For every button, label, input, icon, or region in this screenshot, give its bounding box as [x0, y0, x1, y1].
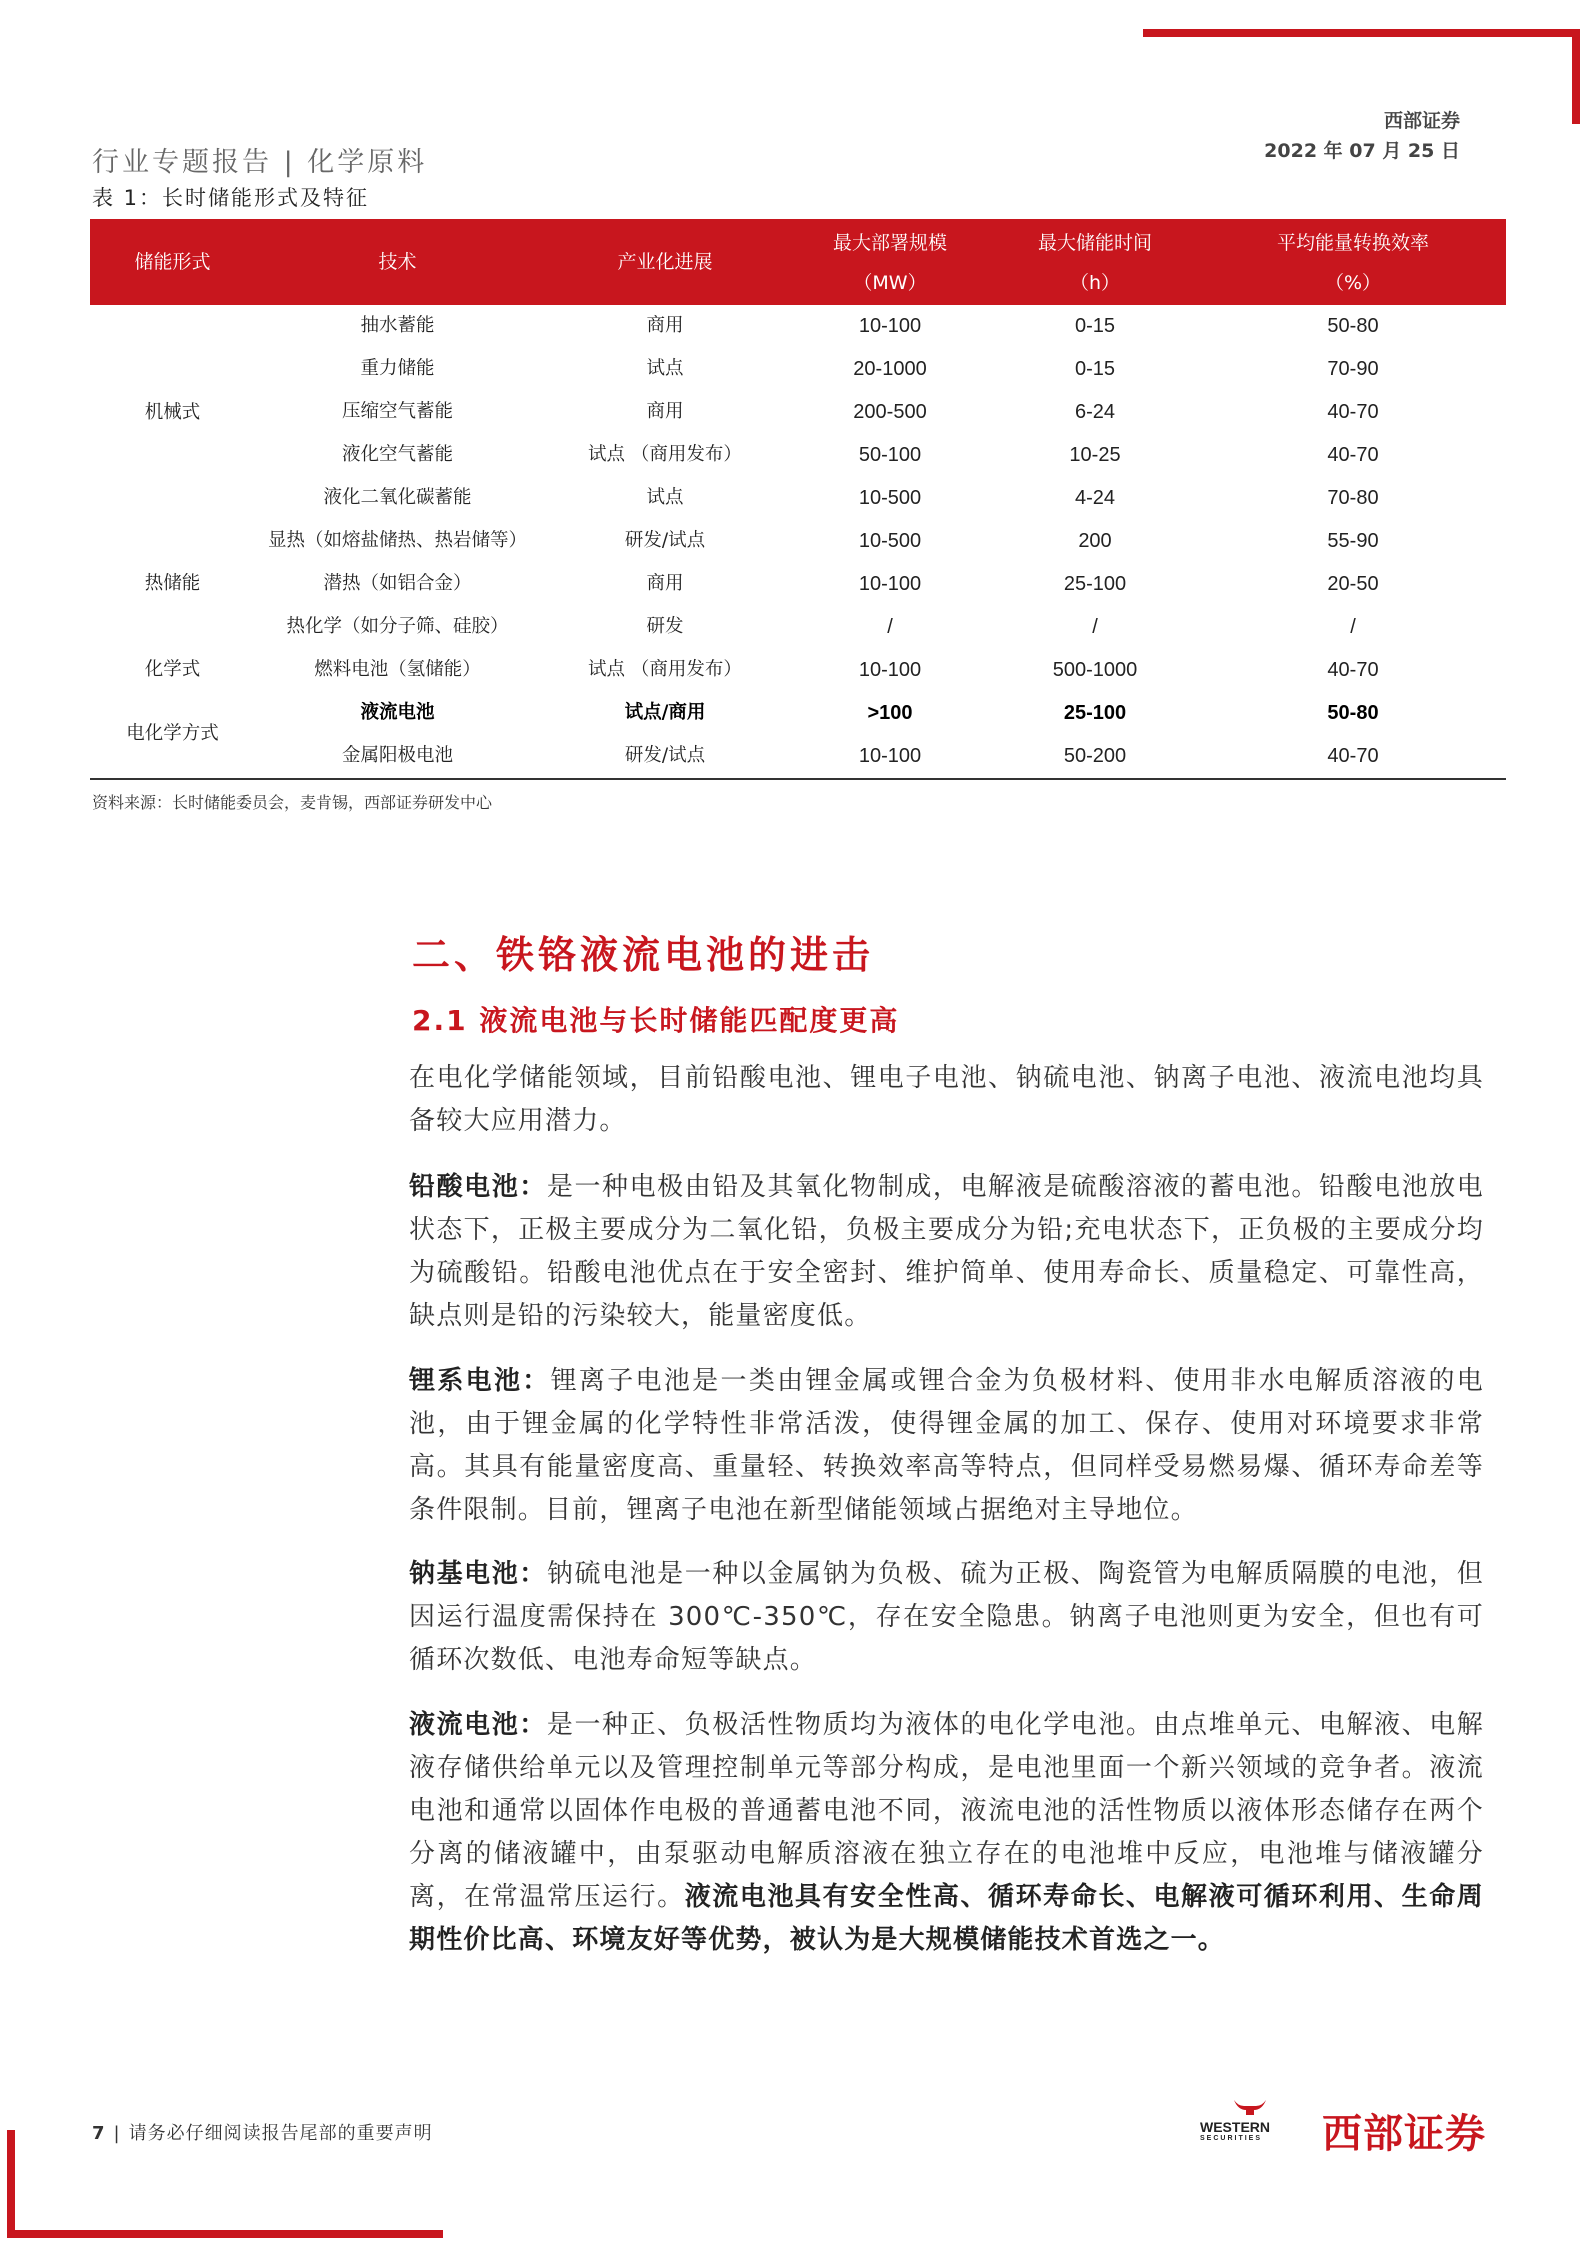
corner-decoration-bottom-left — [7, 2130, 15, 2238]
cell-scale: 10-100 — [858, 315, 922, 337]
footer-notice-text: 请务必仔细阅读报告尾部的重要声明 — [128, 2123, 433, 2144]
cell-tech: 金属阳极电池 — [341, 745, 453, 766]
text-flow: 是一种正、负极活性物质均为液体的电化学电池。由点堆单元、电解液、电解液存储供给单元以及管理控制单元等部分构成，是电池里面一个新兴领域的竞争者。液流电池和通常以固体作电极的普通蓄电池不同，液流电池的活性物质以液体形态储存在两个分离的储液罐中，由泵驱动电解质溶液在独立存在的电池堆中反应，电池堆与储液罐分离，在常温常压运行。 — [409, 1710, 1484, 1912]
section-title: 二、铁铬液流电池的进击 — [412, 933, 875, 977]
header-company: 西部证券 — [1383, 110, 1460, 132]
group-electrochemical: 电化学方式 — [126, 723, 219, 744]
cell-tech: 热化学（如分子筛、硅胶） — [286, 616, 509, 637]
paragraph-intro — [409, 1057, 1484, 1143]
cell-progress: 试点/商用 — [624, 702, 706, 723]
label-lead-acid: 铅酸电池： — [409, 1172, 547, 1202]
cell-progress: 试点 （商用发布） — [588, 659, 742, 680]
cell-eff: 20-50 — [1327, 573, 1379, 595]
cell-progress: 试点 — [646, 358, 684, 379]
paragraph-flow — [409, 1704, 1484, 1962]
corner-decoration-top-right — [1143, 29, 1580, 37]
cell-eff: 70-90 — [1327, 358, 1379, 380]
label-sodium: 钠基电池： — [409, 1559, 547, 1589]
cell-scale: >100 — [867, 702, 913, 724]
group-mechanical: 机械式 — [144, 402, 201, 423]
cell-time: 4-24 — [1074, 487, 1116, 509]
group-chemical: 化学式 — [144, 659, 201, 680]
corner-decoration-bottom-left-horizontal — [7, 2230, 443, 2238]
cell-eff: 40-70 — [1327, 401, 1379, 423]
label-flow: 液流电池： — [409, 1710, 547, 1740]
cell-tech: 压缩空气蓄能 — [341, 401, 453, 422]
cell-tech: 重力储能 — [360, 358, 435, 379]
table-source: 资料来源：长时储能委员会，麦肯锡，西部证券研发中心 — [92, 793, 493, 812]
cell-scale: 10-100 — [858, 745, 922, 767]
cell-time: 0-15 — [1074, 358, 1116, 380]
cell-progress: 商用 — [646, 315, 684, 336]
paragraph-lead-acid — [409, 1166, 1484, 1338]
label-lithium: 锂系电池： — [409, 1366, 551, 1396]
page-number: 7 — [92, 2123, 106, 2144]
cell-time: 500-1000 — [1052, 659, 1138, 681]
paragraph-intro-text: 在电化学储能领域，目前铅酸电池、锂电子电池、钠硫电池、钠离子电池、液流电池均具备较大应用潜力。 — [409, 1063, 1484, 1136]
cell-time: / — [1092, 616, 1098, 638]
cell-progress: 商用 — [646, 401, 684, 422]
logo-english — [1200, 2119, 1270, 2142]
cell-time: 10-25 — [1069, 444, 1121, 466]
cell-scale: 50-100 — [858, 444, 922, 466]
table-caption: 表 1：长时储能形式及特征 — [92, 186, 370, 210]
cell-tech: 液流电池 — [360, 702, 435, 723]
cell-eff: 40-70 — [1327, 745, 1379, 767]
text-flow-emphasis: 液流电池具有安全性高、循环寿命长、电解液可循环利用、生命周期性价比高、环境友好等优势，被认为是大规模储能技术首选之一。 — [409, 1882, 1484, 1955]
subsection-title: 2.1 液流电池与长时储能匹配度更高 — [412, 1004, 900, 1037]
cell-progress: 研发/试点 — [624, 745, 706, 766]
cell-tech: 抽水蓄能 — [360, 315, 435, 336]
cell-eff: 40-70 — [1327, 659, 1379, 681]
report-category: 行业专题报告 | 化学原料 — [92, 147, 428, 178]
table-header — [90, 219, 1506, 305]
cell-time: 0-15 — [1074, 315, 1116, 337]
logo-chinese: 西部证券 — [1322, 2111, 1486, 2157]
th-form: 储能形式 — [134, 251, 211, 273]
th-progress: 产业化进展 — [617, 251, 713, 273]
cell-time: 200 — [1078, 530, 1112, 552]
paragraph-sodium — [409, 1553, 1484, 1682]
th-time-unit: （h） — [1069, 272, 1121, 294]
cell-time: 25-100 — [1063, 702, 1127, 724]
cell-eff: 50-80 — [1327, 315, 1379, 337]
cell-tech: 液化二氧化碳蓄能 — [323, 487, 472, 508]
footer-notice — [92, 2119, 433, 2145]
th-scale: 最大部署规模 — [832, 232, 947, 254]
bull-horns-icon — [1232, 2098, 1268, 2116]
footer-separator: | — [113, 2123, 121, 2144]
table-bottom-rule — [90, 778, 1506, 780]
cell-tech: 显热（如熔盐储热、热岩储等） — [267, 530, 527, 551]
cell-tech: 潜热（如铝合金） — [323, 573, 472, 594]
cell-tech: 液化空气蓄能 — [341, 444, 453, 465]
cell-eff: 70-80 — [1327, 487, 1379, 509]
cell-scale: 10-500 — [858, 487, 922, 509]
corner-decoration-top-right-vertical — [1572, 29, 1580, 124]
cell-tech: 燃料电池（氢储能） — [314, 659, 481, 680]
cell-scale: 200-500 — [853, 401, 927, 423]
cell-progress: 商用 — [646, 573, 684, 594]
th-time: 最大储能时间 — [1037, 232, 1152, 254]
th-tech: 技术 — [378, 251, 417, 273]
cell-time: 6-24 — [1074, 401, 1116, 423]
cell-scale: / — [887, 616, 893, 638]
th-scale-unit: （MW） — [853, 272, 927, 294]
header-date: 2022 年 07 月 25 日 — [1264, 140, 1460, 162]
cell-scale: 10-100 — [858, 659, 922, 681]
cell-progress: 试点 （商用发布） — [588, 444, 742, 465]
text-lead-acid: 是一种电极由铅及其氧化物制成，电解液是硫酸溶液的蓄电池。铅酸电池放电状态下，正极主要成分为二氧化铅，负极主要成分为铅;充电状态下，正负极的主要成分均为硫酸铅。铅酸电池优点在于安全密封、维护简单、使用寿命长、质量稳定、可靠性高，缺点则是铅的污染较大，能量密度低。 — [409, 1172, 1484, 1331]
logo-en-sub: SECURITIES — [1200, 2135, 1263, 2142]
group-thermal: 热储能 — [144, 573, 201, 594]
cell-eff: 50-80 — [1327, 702, 1379, 724]
cell-progress: 研发/试点 — [624, 530, 706, 551]
cell-time: 50-200 — [1063, 745, 1127, 767]
cell-eff: / — [1350, 616, 1356, 638]
cell-eff: 55-90 — [1327, 530, 1379, 552]
paragraph-lithium — [409, 1360, 1484, 1532]
logo-en-text: WESTERN — [1200, 2119, 1270, 2135]
cell-progress: 试点 — [646, 487, 684, 508]
cell-scale: 10-500 — [858, 530, 922, 552]
cell-scale: 20-1000 — [853, 358, 927, 380]
th-eff-unit: （%） — [1324, 272, 1382, 294]
text-sodium: 钠硫电池是一种以金属钠为负极、硫为正极、陶瓷管为电解质隔膜的电池，但因运行温度需保持在 300℃-350℃，存在安全隐患。钠离子电池则更为安全，但也有可循环次数低、电池寿命短等缺点。 — [409, 1559, 1484, 1675]
text-lithium: 锂离子电池是一类由锂金属或锂合金为负极材料、使用非水电解质溶液的电池，由于锂金属的化学特性非常活泼，使得锂金属的加工、保存、使用对环境要求非常高。其具有能量密度高、重量轻、转换效率高等特点，但同样受易燃易爆、循环寿命差等条件限制。目前，锂离子电池在新型储能领域占据绝对主导地位。 — [409, 1366, 1484, 1525]
cell-scale: 10-100 — [858, 573, 922, 595]
cell-progress: 研发 — [646, 616, 684, 637]
th-eff: 平均能量转换效率 — [1276, 232, 1429, 254]
cell-time: 25-100 — [1063, 573, 1127, 595]
cell-eff: 40-70 — [1327, 444, 1379, 466]
